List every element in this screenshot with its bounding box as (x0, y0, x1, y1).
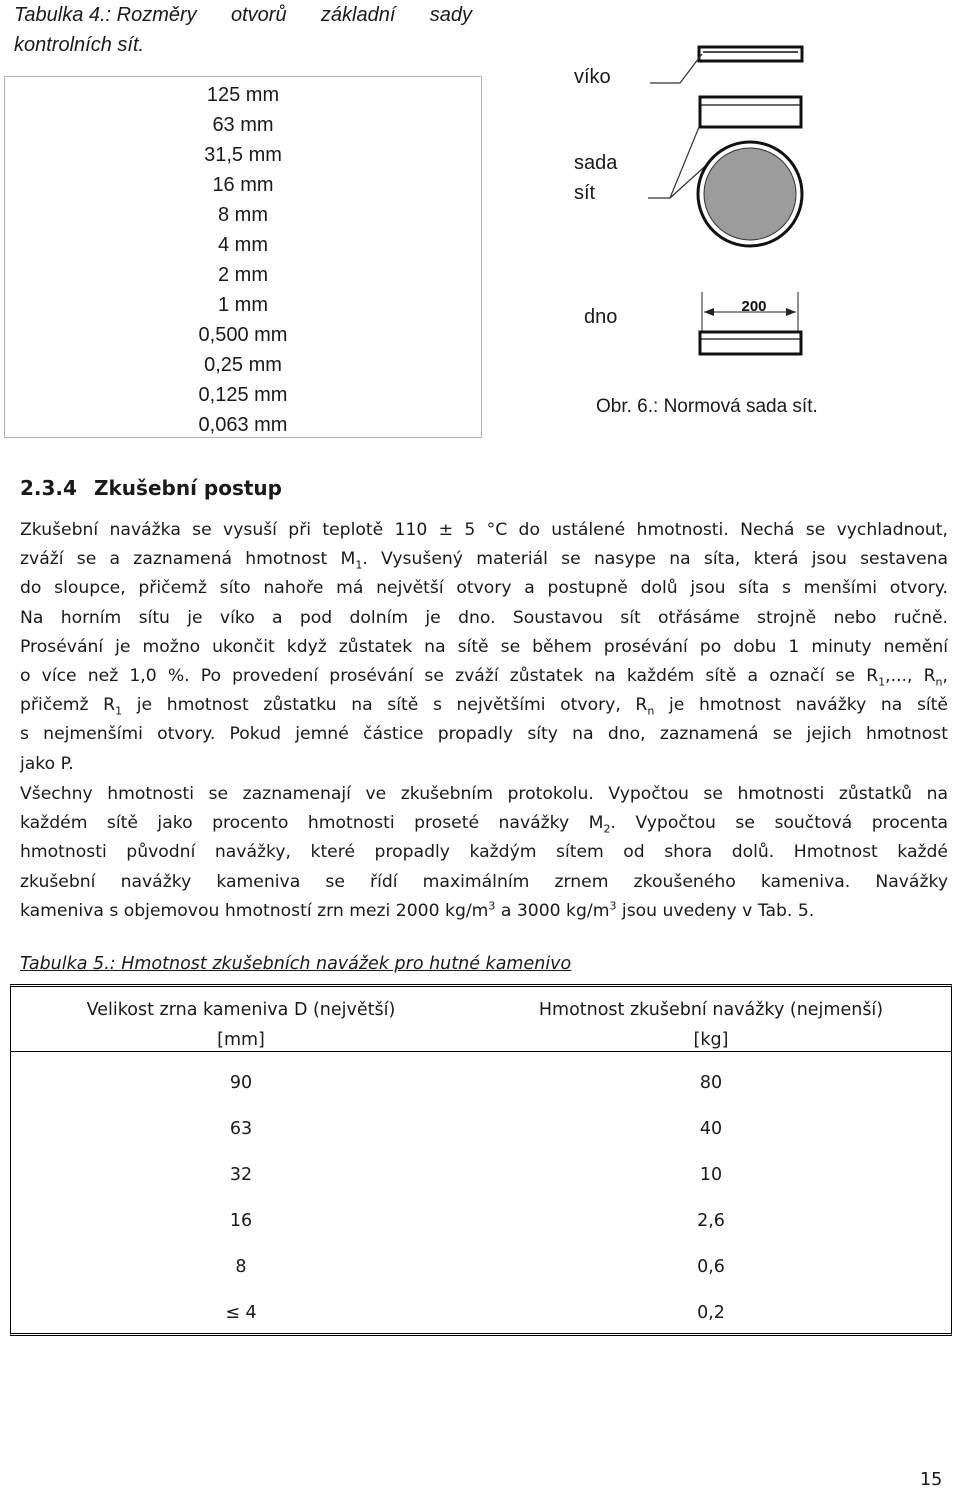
text-segment: Zkušební navážka se vysuší při teplotě 110 ± 5 °C do ustálené hmotnosti. Nechá se vychladnout, (20, 520, 948, 540)
text-segment: každém sítě jako procento hmotnosti proseté navážky M (20, 813, 604, 834)
text-line (20, 662, 948, 691)
text-line (20, 809, 948, 838)
text-line (20, 545, 948, 574)
table5-cell-left: ≤ 4 (225, 1303, 257, 1323)
sieve-size-item: 1 mm (218, 294, 268, 316)
table5-caption-prefix: Tabulka 5. (20, 954, 110, 974)
section-number: 2.3.4 (20, 476, 77, 500)
table5-cell-right: 2,6 (697, 1211, 725, 1231)
table4-sieve-sizes (4, 76, 482, 438)
text-index: 1 (355, 558, 363, 572)
sieve-size-item: 0,25 mm (204, 354, 282, 376)
figure-caption: Obr. 6.: Normová sada sít. (596, 396, 818, 417)
sieve-set-diagram (640, 30, 820, 390)
label-bottom: dno (584, 306, 618, 328)
text-line (20, 897, 948, 926)
text-segment: je hmotnost zůstatku na sítě s největšími otvory, R (122, 695, 648, 716)
table5-cell-right: 0,2 (697, 1303, 725, 1323)
table5-header-right-line2: [kg] (693, 1030, 729, 1050)
text-segment: a 3000 kg/m (495, 900, 610, 921)
text-index: 3 (609, 899, 617, 913)
sieve-size-item: 0,063 mm (198, 414, 288, 436)
text-index: n (935, 675, 943, 689)
table5-cell-right: 80 (699, 1073, 723, 1093)
paragraph-procedure (20, 516, 948, 779)
text-segment: ,..., R (885, 665, 936, 686)
sieve-size-item: 8 mm (218, 204, 268, 226)
page-number: 15 (920, 1470, 943, 1490)
table5-header-left-line1: Velikost zrna kameniva D (největší) (86, 1000, 396, 1020)
table5-header-left-line2: [mm] (217, 1030, 265, 1050)
table4-caption (14, 0, 484, 60)
table5-cell-left: 90 (229, 1073, 253, 1093)
table5-cell-left: 16 (229, 1211, 253, 1231)
table5-cell-right: 0,6 (697, 1257, 725, 1277)
table5-cell-right: 40 (699, 1119, 723, 1139)
table5-cell-left: 63 (229, 1119, 253, 1139)
sieve-size-list (5, 80, 481, 440)
bottom-pan-shape (700, 332, 801, 354)
text-line (20, 780, 948, 809)
sieve-size-item: 0,500 mm (198, 324, 288, 346)
text-segment: . Vypočtou se součtová procenta (610, 813, 948, 834)
table4-caption-word: základní (320, 4, 396, 26)
sieve-size-item: 0,125 mm (198, 384, 288, 406)
lid-shape (699, 47, 802, 61)
text-segment: do sloupce, přičemž síto nahoře má největší otvory a postupně dolů jsou síta s menšími otvory. (20, 578, 948, 599)
text-line (20, 838, 948, 867)
text-index: 1 (115, 704, 123, 718)
text-line (20, 868, 948, 897)
table5-caption (20, 954, 571, 974)
sieve-size-item: 2 mm (218, 264, 268, 286)
text-index: 2 (603, 822, 611, 836)
text-segment: jako P. (20, 753, 74, 774)
sieve-size-item: 63 mm (212, 114, 274, 136)
label-sieve-set-2: sít (574, 182, 596, 204)
text-segment: o více než 1,0 %. Po provedení prosévání se zváží zůstatek na každém sítě a označí se R (20, 665, 879, 686)
sieve-size-item: 4 mm (218, 234, 268, 256)
text-index: 1 (878, 675, 886, 689)
text-segment: zváží se a zaznamená hmotnost M (20, 549, 356, 570)
text-segment: s nejmenšími otvory. Pokud jemné částice propadly síty na dno, zaznamená se jejich hmotnost (20, 724, 948, 745)
text-segment: , (942, 665, 948, 686)
table5-cell-left: 32 (229, 1165, 253, 1185)
section-heading (20, 476, 282, 500)
table4-caption-word: sady (429, 4, 472, 26)
dimension-label: 200 (741, 298, 767, 315)
table5-caption-text: : Hmotnost zkušebních navážek pro hutné kamenivo (109, 954, 572, 974)
text-segment: je hmotnost navážky na sítě (654, 695, 948, 716)
text-segment: . Vysušený materiál se nasype na síta, která jsou sestavena (362, 549, 949, 570)
text-line (20, 720, 948, 749)
table5 (10, 984, 952, 1336)
text-line (20, 750, 948, 779)
leader-line-lid (650, 54, 702, 83)
text-index: 3 (488, 899, 496, 913)
table4-caption-word: Tabulka 4.: Rozměry (14, 4, 197, 26)
text-index: n (647, 704, 655, 718)
text-segment: Prosévání je možno ukončit když zůstatek na sítě se během prosévání po dobu 1 minuty nemění (20, 636, 948, 657)
table4-caption-line2: kontrolních sít. (14, 34, 145, 56)
table4-caption-word: otvorů (231, 4, 287, 26)
sieve-size-item: 125 mm (206, 84, 280, 106)
text-segment: zkušební navážky kameniva se řídí maximálním zrnem zkoušeného kameniva. Navážky (20, 871, 948, 892)
text-line (20, 633, 948, 662)
paragraph-calculation (20, 780, 948, 926)
label-lid: víko (574, 66, 611, 88)
table5-cell-left: 8 (235, 1257, 247, 1277)
sieve-size-item: 31,5 mm (204, 144, 282, 166)
text-line (20, 574, 948, 603)
text-line (20, 604, 948, 633)
text-segment: kameniva s objemovou hmotností zrn mezi 2000 kg/m (20, 900, 489, 921)
text-segment: Všechny hmotnosti se zaznamenají ve zkušebním protokolu. Vypočtou se hmotnosti zůstatků na (20, 784, 948, 804)
label-sieve-set-1: sada (574, 152, 618, 174)
table5-header-right (481, 995, 941, 1055)
text-segment: hmotnosti původní navážky, které propadly každým sítem od shora dolů. Hmotnost každé (20, 842, 948, 863)
text-line (20, 691, 948, 720)
text-segment: přičemž R (20, 695, 116, 716)
table5-header-rule (11, 1051, 951, 1052)
table5-cell-right: 10 (699, 1165, 723, 1185)
text-line (20, 516, 948, 545)
text-segment: jsou uvedeny v Tab. 5. (616, 900, 815, 921)
sieve-shape (700, 97, 801, 127)
text-segment: Na horním sítu je víko a pod dolním je dno. Soustavou sít otřásáme strojně nebo ručně. (20, 607, 948, 628)
sieve-size-item: 16 mm (212, 174, 274, 196)
table5-header-left (11, 995, 471, 1055)
table5-header-right-line1: Hmotnost zkušební navážky (nejmenší) (538, 1000, 884, 1020)
section-title: Zkušební postup (94, 476, 282, 500)
